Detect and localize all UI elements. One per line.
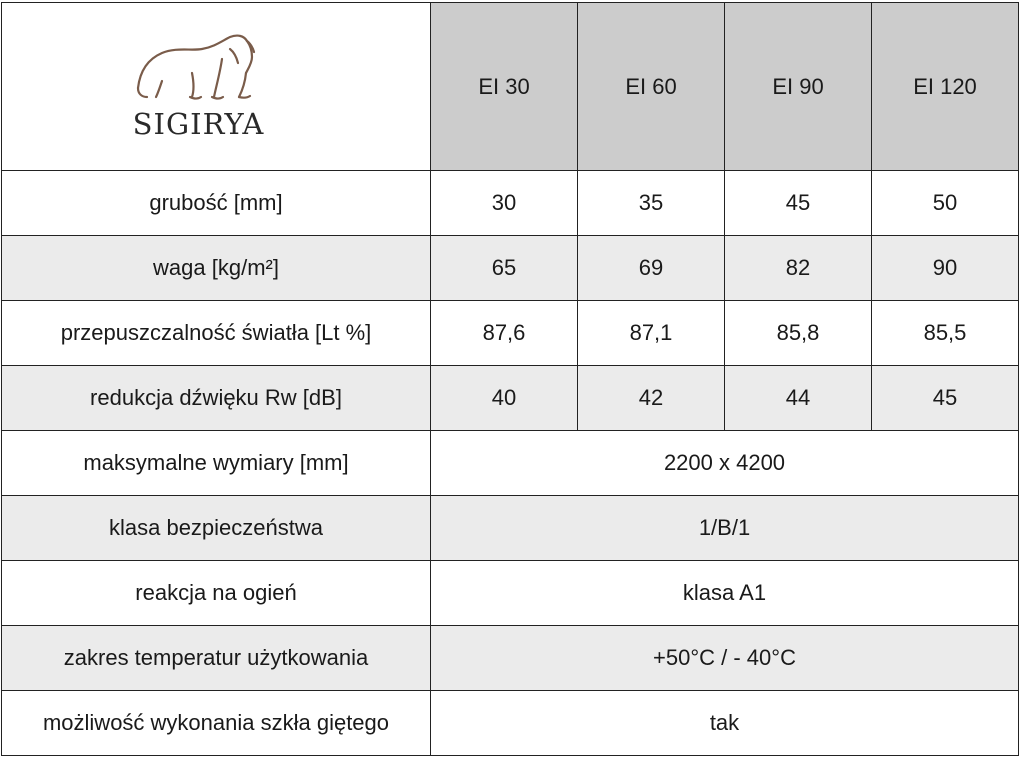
row-thickness: [2, 171, 1019, 236]
row-sound-reduction: [2, 366, 1019, 431]
cell-value: 87,1: [578, 301, 725, 366]
row-label: przepuszczalność światła [Lt %]: [2, 301, 431, 366]
cell-value-merged: tak: [431, 691, 1019, 756]
row-label: reakcja na ogień: [2, 561, 431, 626]
cell-value: 40: [431, 366, 578, 431]
row-max-dimensions: [2, 431, 1019, 496]
logo-cell: [2, 3, 431, 171]
row-light-transmittance: [2, 301, 1019, 366]
row-fire-reaction: [2, 561, 1019, 626]
row-label: możliwość wykonania szkła giętego: [2, 691, 431, 756]
row-label: zakres temperatur użytkowania: [2, 626, 431, 691]
column-header-ei30: EI 30: [431, 3, 578, 171]
cell-value-merged: 1/B/1: [431, 496, 1019, 561]
logo: [2, 3, 431, 170]
row-label: waga [kg/m²]: [2, 236, 431, 301]
row-bent-glass: [2, 691, 1019, 756]
cell-value-merged: 2200 x 4200: [431, 431, 1019, 496]
gorilla-icon: [134, 33, 264, 105]
cell-value: 50: [872, 171, 1019, 236]
row-temperature-range: [2, 626, 1019, 691]
row-safety-class: [2, 496, 1019, 561]
cell-value-merged: +50°C / - 40°C: [431, 626, 1019, 691]
cell-value: 69: [578, 236, 725, 301]
cell-value: 30: [431, 171, 578, 236]
cell-value: 90: [872, 236, 1019, 301]
row-label: grubość [mm]: [2, 171, 431, 236]
cell-value: 44: [725, 366, 872, 431]
cell-value: 82: [725, 236, 872, 301]
cell-value: 65: [431, 236, 578, 301]
cell-value: 45: [725, 171, 872, 236]
cell-value: 42: [578, 366, 725, 431]
column-header-ei60: EI 60: [578, 3, 725, 171]
cell-value: 85,8: [725, 301, 872, 366]
cell-value-merged: klasa A1: [431, 561, 1019, 626]
cell-value: 87,6: [431, 301, 578, 366]
cell-value: 35: [578, 171, 725, 236]
header-row: [2, 3, 1019, 171]
brand-name: SIGIRYA: [132, 106, 265, 141]
row-weight: [2, 236, 1019, 301]
row-label: maksymalne wymiary [mm]: [2, 431, 431, 496]
spec-table: [1, 2, 1019, 756]
cell-value: 85,5: [872, 301, 1019, 366]
column-header-ei120: EI 120: [872, 3, 1019, 171]
column-header-ei90: EI 90: [725, 3, 872, 171]
cell-value: 45: [872, 366, 1019, 431]
row-label: redukcja dźwięku Rw [dB]: [2, 366, 431, 431]
row-label: klasa bezpieczeństwa: [2, 496, 431, 561]
